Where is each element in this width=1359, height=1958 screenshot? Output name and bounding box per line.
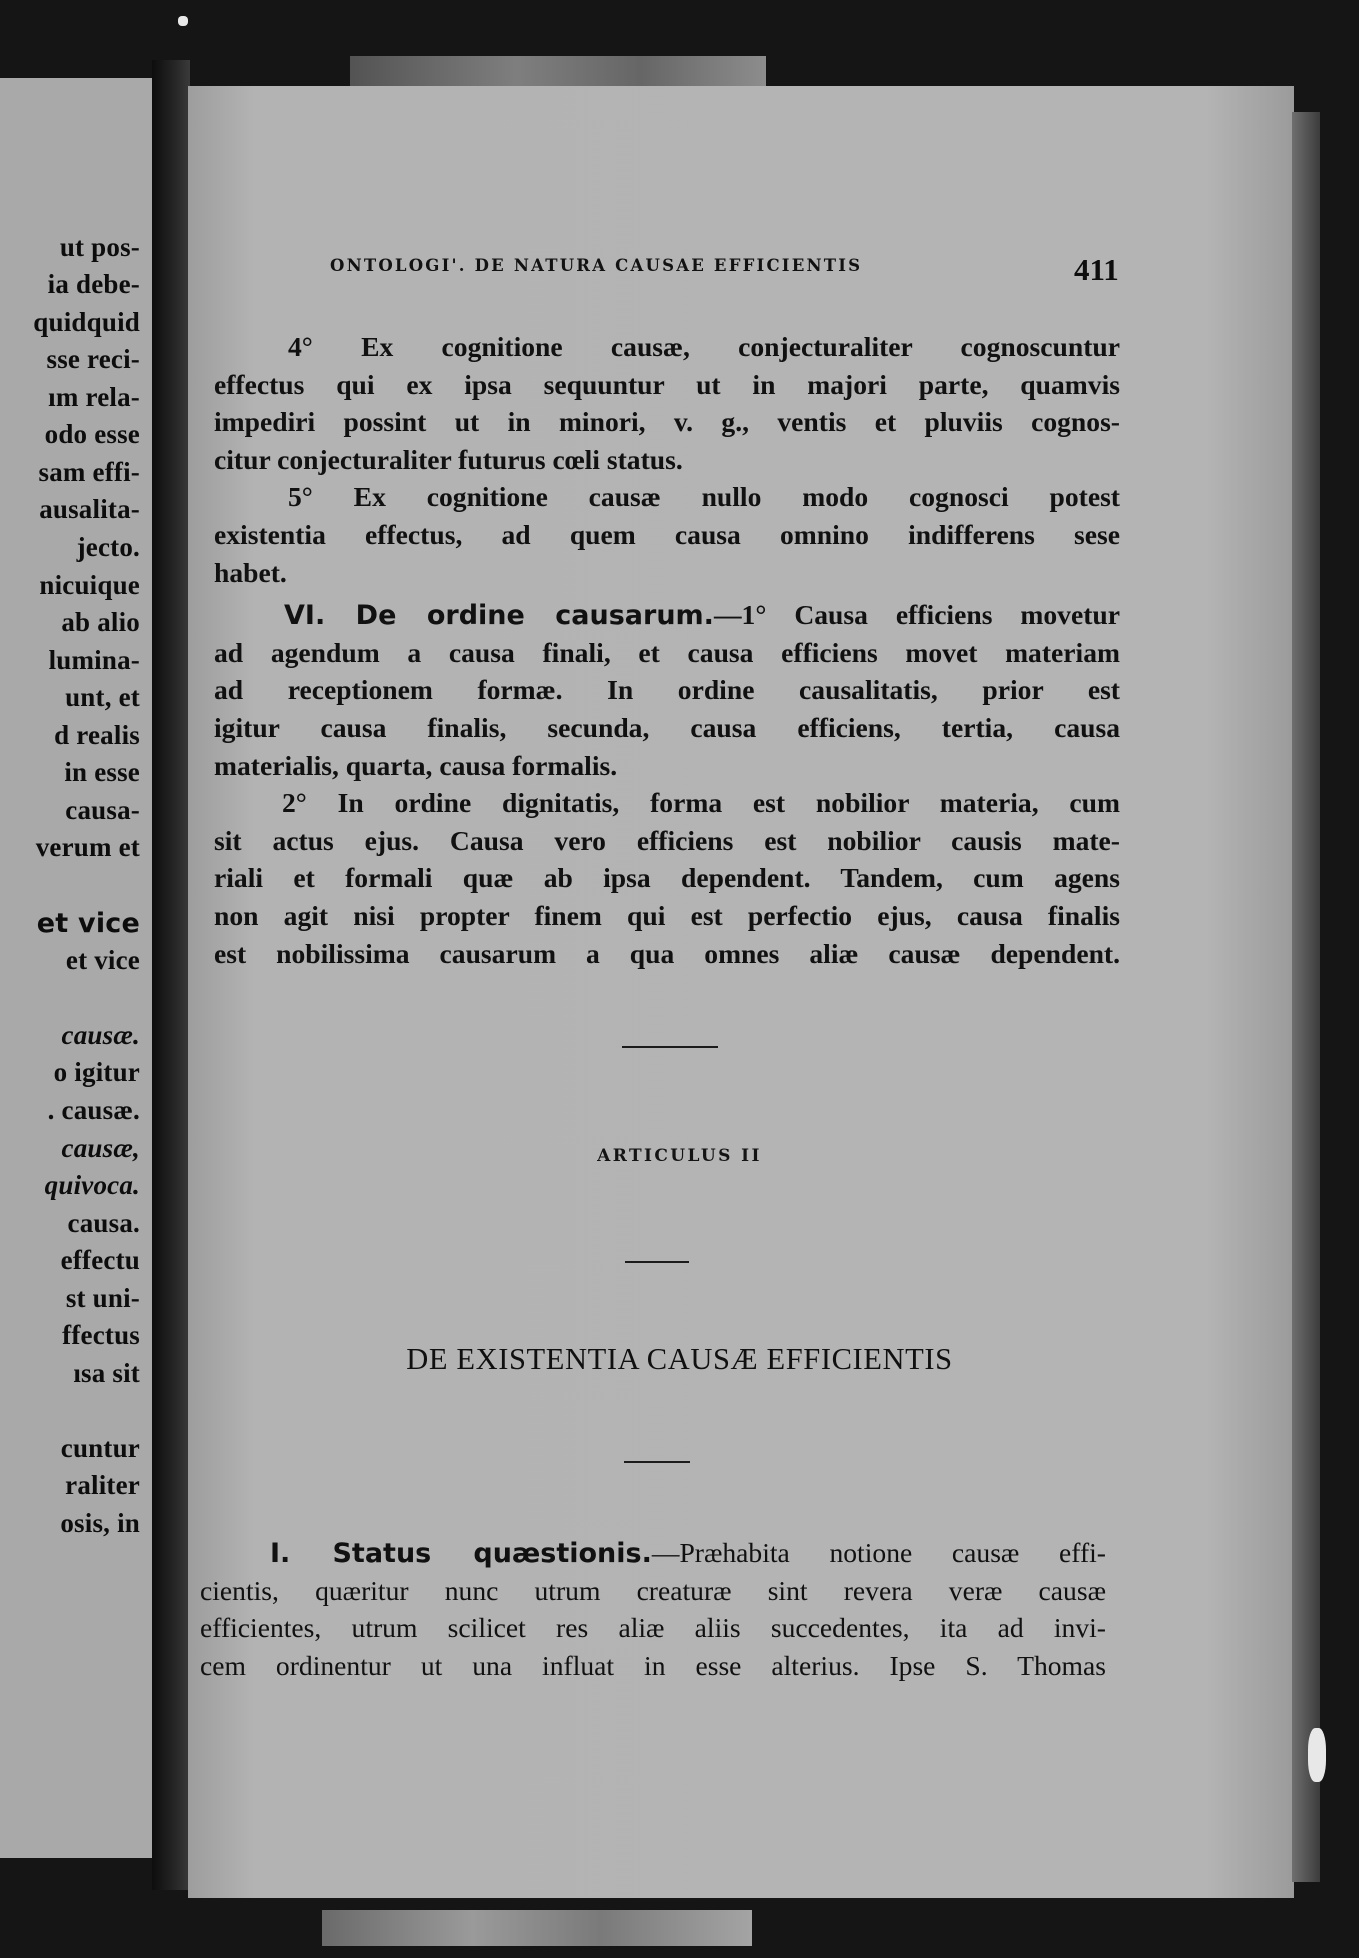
- text-line: citur conjecturaliter futurus cœli status.: [214, 443, 683, 475]
- left-page-fragment: causæ.: [61, 1020, 140, 1050]
- text-line: efficientes, utrum scilicet res aliæ aliis succedentes, ita ad invi-: [200, 1612, 1106, 1644]
- left-page-fragment: et vice: [36, 908, 140, 939]
- text-line: riali et formali quæ ab ipsa dependent. Tandem, cum agens: [214, 862, 1120, 894]
- text-line: non agit nisi propter finem qui est perfectio ejus, causa finalis: [214, 899, 1120, 931]
- text-line: sit actus ejus. Causa vero efficiens est nobilior causis mate-: [214, 824, 1120, 856]
- left-page-fragment: verum et: [35, 832, 140, 862]
- left-page-fragment: causæ,: [61, 1133, 140, 1163]
- left-page-fragment: quivoca.: [44, 1170, 140, 1200]
- text-line: cem ordinentur ut una influat in esse alterius. Ipse S. Thomas: [200, 1649, 1106, 1681]
- left-page-fragment: nicuique: [39, 570, 140, 600]
- text-line: [214, 596, 1120, 634]
- left-page-fragment: ısa sit: [73, 1358, 140, 1388]
- text-line: 4° Ex cognitione causæ, conjecturaliter cognoscuntur: [288, 331, 1120, 362]
- left-page-fragment: unt, et: [65, 682, 140, 712]
- left-page-fragment: lumina-: [48, 645, 140, 675]
- divider-rule: [625, 1261, 689, 1263]
- left-page-fragment: raliter: [65, 1470, 140, 1500]
- left-page-fragment: sse reci-: [46, 344, 140, 374]
- text-line: habet.: [214, 556, 287, 588]
- page-edge: [1292, 112, 1320, 1882]
- left-page-fragment: ım rela-: [48, 382, 140, 412]
- status-paragraph: [200, 1534, 1106, 1684]
- scan-edge-bottom: [322, 1910, 752, 1946]
- main-text: [214, 328, 1120, 972]
- scan-speck: [1308, 1728, 1326, 1782]
- scan-edge-top: [350, 56, 766, 86]
- text-run: —Præhabita notione causæ effi-: [651, 1537, 1106, 1568]
- text-line: ad receptionem formæ. In ordine causalitatis, prior est: [214, 674, 1120, 706]
- left-page-fragment: o igitur: [53, 1057, 140, 1087]
- left-page-fragment: sam effi-: [38, 457, 140, 487]
- book-gutter: [152, 60, 190, 1890]
- text-line: igitur causa finalis, secunda, causa efficiens, tertia, causa: [214, 711, 1120, 743]
- text-line: 5° Ex cognitione causæ nullo modo cognosci potest: [288, 481, 1120, 513]
- text-line: cientis, quæritur nunc utrum creaturæ sint revera veræ causæ: [200, 1574, 1106, 1606]
- text-line: materialis, quarta, causa formalis.: [214, 749, 618, 781]
- text-line: effectus qui ex ipsa sequuntur ut in majori parte, quamvis: [214, 368, 1120, 400]
- text-line: 2° In ordine dignitatis, forma est nobilior materia, cum: [282, 787, 1120, 819]
- left-facing-page: [0, 78, 152, 1858]
- left-page-fragment: ausalita-: [39, 494, 140, 524]
- divider-rule: [622, 1046, 718, 1048]
- page-number: 411: [1074, 252, 1119, 287]
- text-line: [200, 1534, 1106, 1572]
- left-page-fragment: osis, in: [60, 1508, 140, 1538]
- left-page-fragment: ia debe-: [47, 269, 140, 299]
- text-run: —1° Causa efficiens movetur: [713, 599, 1120, 631]
- left-page-fragment: . causæ.: [47, 1095, 140, 1125]
- left-page-fragment: effectu: [60, 1245, 140, 1275]
- left-page-fragment: ut pos-: [59, 232, 140, 262]
- left-page-fragment: d realis: [54, 720, 140, 750]
- left-page-fragment: et vice: [65, 945, 140, 975]
- left-page-fragment: in esse: [64, 757, 140, 787]
- text-line: est nobilissima causarum a qua omnes aliæ causæ dependent.: [214, 937, 1120, 969]
- section-title: DE EXISTENTIA CAUSÆ EFFICIENTIS: [406, 1342, 953, 1376]
- scan-speck: [178, 16, 188, 26]
- text-line: impediri possint ut in minori, v. g., ventis et pluviis cognos-: [214, 406, 1120, 438]
- left-page-fragment: odo esse: [44, 419, 140, 449]
- left-page-fragment: cuntur: [60, 1433, 140, 1463]
- text-line: existentia effectus, ad quem causa omnino indifferens sese: [214, 518, 1120, 550]
- left-page-fragment: ffectus: [62, 1320, 140, 1350]
- left-page-fragment: st uni-: [65, 1283, 140, 1313]
- left-page-fragment: jecto.: [76, 532, 140, 562]
- article-heading: ARTICULUS II: [597, 1146, 762, 1166]
- running-head: ONTOLOGI'. DE NATURA CAUSAE EFFICIENTIS: [330, 256, 863, 275]
- left-page-fragment: quidquid: [33, 307, 140, 337]
- left-page-fragment: ab alio: [61, 607, 140, 637]
- left-page-fragment: causa.: [67, 1208, 140, 1238]
- text-line: ad agendum a causa finali, et causa efficiens movet materiam: [214, 636, 1120, 668]
- left-page-fragment: causa-: [65, 795, 140, 825]
- section-heading: VI. De ordine causarum.: [284, 600, 714, 632]
- divider-rule: [624, 1461, 690, 1463]
- section-heading: I. Status quæstionis.: [270, 1538, 652, 1569]
